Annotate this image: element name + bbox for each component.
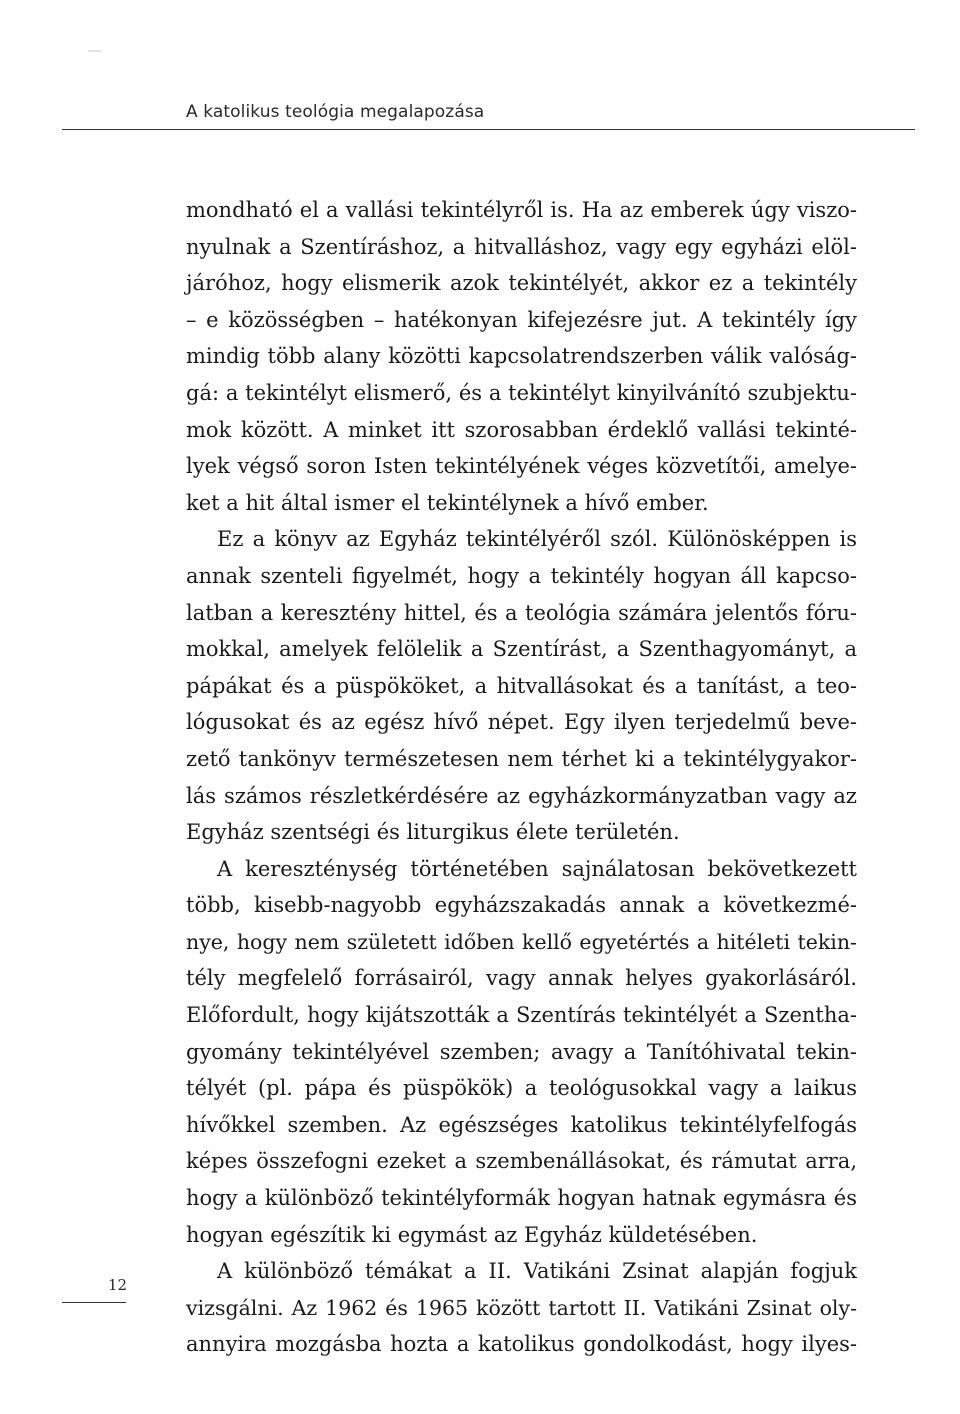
text-line: lógusokat és az egész hívő népet. Egy ilyen terjedelmű beve- — [186, 710, 857, 735]
text-line: annak szenteli figyelmét, hogy a tekintély hogyan áll kapcso- — [186, 563, 857, 588]
text-line: tély megfelelő forrásairól, vagy annak helyes gyakorlásáról. — [186, 966, 857, 991]
header-rule — [62, 129, 915, 130]
text-line: hogy a különböző tekintélyformák hogyan hatnak egymásra és — [186, 1186, 857, 1211]
page-number: 12 — [108, 1276, 128, 1294]
text-line: mok között. A minket itt szorosabban érdeklő vallási tekinté- — [186, 417, 857, 442]
text-line: járóhoz, hogy elismerik azok tekintélyét, akkor ez a tekintély — [186, 271, 857, 296]
running-head: A katolikus teológia megalapozása — [186, 102, 485, 122]
text-line: Egyház szentségi és liturgikus élete területén. — [186, 820, 680, 845]
body-text — [186, 192, 857, 1363]
text-line: mindig több alany közötti kapcsolatrendszerben válik valóság- — [186, 344, 857, 369]
page-number-rule — [62, 1302, 126, 1303]
text-line: – e közösségben – hatékonyan kifejezésre jut. A tekintély így — [186, 307, 857, 332]
scan-speck — [88, 50, 102, 52]
text-line: zető tankönyv természetesen nem térhet ki a tekintélygyakor- — [186, 746, 857, 771]
text-line: lyek végső soron Isten tekintélyének véges közvetítői, amelye- — [186, 454, 857, 479]
text-line: pápákat és a püspököket, a hitvallásokat és a tanítást, a teo- — [186, 673, 857, 698]
text-line: nye, hogy nem született időben kellő egyetértés a hitéleti tekin- — [186, 929, 857, 954]
text-line: vizsgálni. Az 1962 és 1965 között tartott II. Vatikáni Zsinat oly- — [186, 1295, 857, 1320]
text-line: hogyan egészítik ki egymást az Egyház küldetésében. — [186, 1222, 758, 1247]
text-line: mondható el a vallási tekintélyről is. Ha az emberek úgy viszo- — [186, 198, 857, 222]
text-line: képes összefogni ezeket a szembenállásokat, és rámutat arra, — [186, 1149, 857, 1174]
text-line: annyira mozgásba hozta a katolikus gondolkodást, hogy ilyes- — [186, 1332, 857, 1357]
text-line: télyét (pl. pápa és püspökök) a teológusokkal vagy a laikus — [186, 1076, 857, 1101]
text-line: mokkal, amelyek felölelik a Szentírást, a Szenthagyományt, a — [186, 637, 857, 662]
text-line: A kereszténység történetében sajnálatosan bekövetkezett — [217, 856, 857, 881]
text-line: A különböző témákat a II. Vatikáni Zsinat alapján fogjuk — [217, 1259, 857, 1284]
text-line: több, kisebb-nagyobb egyházszakadás annak a következmé- — [186, 893, 857, 918]
text-line: nyulnak a Szentíráshoz, a hitvalláshoz, vagy egy egyházi elöl- — [186, 234, 857, 259]
text-line: Előfordult, hogy kijátszották a Szentírás tekintélyét a Szentha- — [186, 1003, 857, 1028]
text-line: latban a keresztény hittel, és a teológia számára jelentős fóru- — [186, 600, 857, 625]
text-line: gyomány tekintélyével szemben; avagy a Tanítóhivatal tekin- — [186, 1039, 857, 1064]
text-line: gá: a tekintélyt elismerő, és a tekintélyt kinyilvánító szubjektu- — [186, 380, 857, 405]
text-line: Ez a könyv az Egyház tekintélyéről szól. Különösképpen is — [217, 527, 857, 552]
text-line: lás számos részletkérdésére az egyházkormányzatban vagy az — [186, 783, 857, 808]
text-line: hívőkkel szemben. Az egészséges katolikus tekintélyfelfogás — [186, 1112, 857, 1137]
text-line: ket a hit által ismer el tekintélynek a hívő ember. — [186, 490, 709, 515]
